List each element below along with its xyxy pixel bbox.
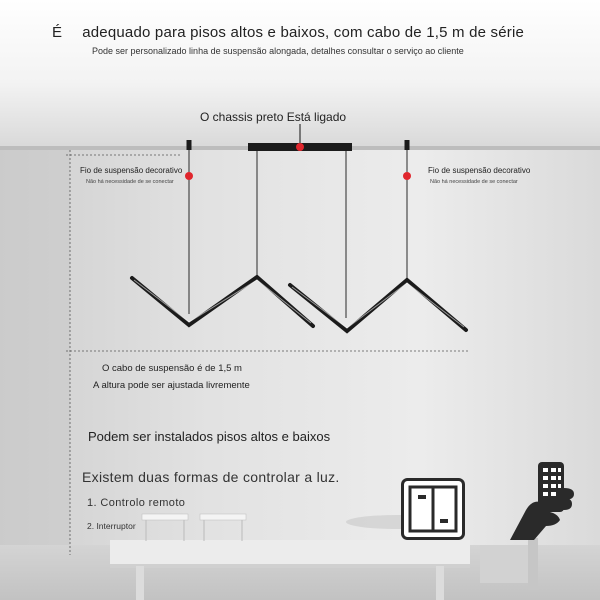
headline-text: adequado para pisos altos e baixos, com cabo de 1,5 m de série bbox=[82, 24, 525, 41]
headline bbox=[52, 24, 524, 41]
table-leg-left bbox=[136, 566, 144, 600]
decorative-wire-left-title: Fio de suspensão decorativo bbox=[80, 166, 183, 175]
wire-clip-left bbox=[187, 140, 192, 150]
subline: Pode ser personalizado linha de suspensão alongada, detalhes consultar o serviço ao cliente bbox=[92, 46, 464, 56]
chassis-label: O chassis preto Está ligado bbox=[200, 110, 347, 124]
wall-shade bbox=[0, 150, 70, 550]
chair-back-left bbox=[142, 514, 188, 520]
side-chair bbox=[480, 545, 530, 583]
decorative-wire-right-title: Fio de suspensão decorativo bbox=[428, 166, 531, 175]
hand-remote-icon bbox=[506, 460, 580, 542]
control-option-switch: 2. Interruptor bbox=[87, 521, 136, 531]
table-top bbox=[110, 540, 470, 566]
decorative-dot-right bbox=[403, 172, 411, 180]
cable-label: O cabo de suspensão é de 1,5 m bbox=[102, 363, 242, 374]
decorative-wire-right-note: Não há necessidade de se conectar bbox=[430, 179, 518, 185]
control-option-remote: 1. Controlo remoto bbox=[87, 497, 186, 509]
control-title: Existem duas formas de controlar a luz. bbox=[82, 469, 340, 485]
decorative-wire-left-note: Não há necessidade de se conectar bbox=[86, 179, 174, 185]
chassis-dot bbox=[296, 143, 304, 151]
table-edge bbox=[110, 564, 470, 568]
decorative-dot-left bbox=[185, 172, 193, 180]
height-label: A altura pode ser ajustada livremente bbox=[93, 380, 250, 391]
headline-mark: É bbox=[52, 24, 63, 41]
wire-clip-right bbox=[405, 140, 410, 150]
wall-switch-icon bbox=[401, 478, 465, 540]
install-label: Podem ser instalados pisos altos e baixos bbox=[88, 429, 331, 444]
table-leg-right bbox=[436, 566, 444, 600]
side-chair-back bbox=[528, 538, 538, 590]
chair-back-right bbox=[200, 514, 246, 520]
